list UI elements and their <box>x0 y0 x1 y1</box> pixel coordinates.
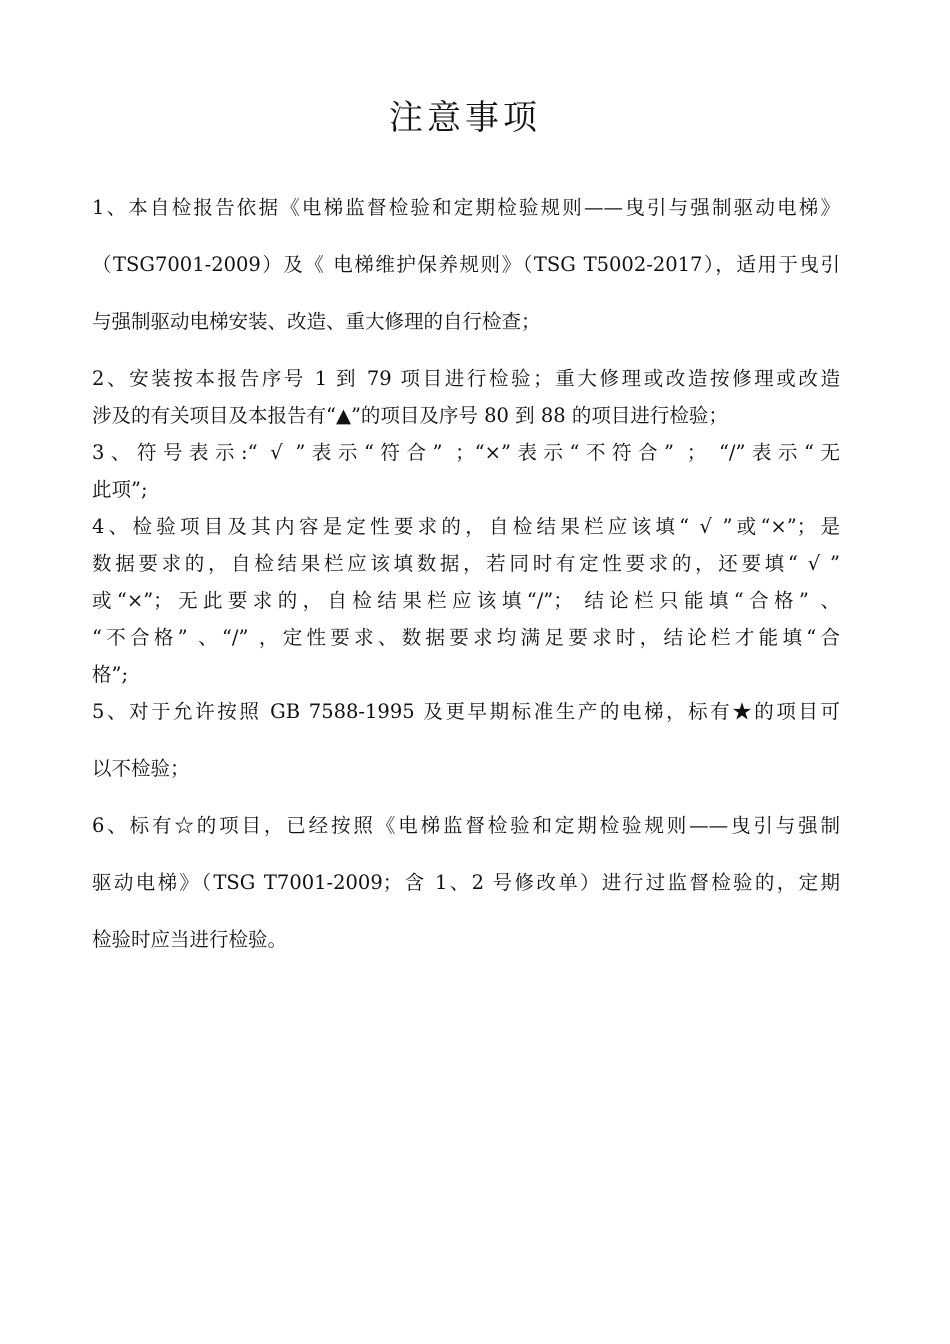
page-title: 注意事项 <box>389 98 541 138</box>
note-6-line-2: 驱动电梯》（TSG T7001-2009；含 1、2 号修改单）进行过监督检验的，定期 <box>92 871 840 894</box>
note-3-line-1: 3、符号表示:“ √ ”表示“符合” ；“×”表示“不符合” ； “/”表示“无 <box>92 441 840 464</box>
note-6-line-1: 6、标有☆的项目，已经按照《电梯监督检验和定期检验规则——曳引与强制 <box>92 814 840 837</box>
note-4-line-5: 格”; <box>92 663 129 686</box>
note-1-line-3: 与强制驱动电梯安装、改造、重大修理的自行检查； <box>92 310 541 333</box>
note-4-line-3: 或“×”；无此要求的，自检结果栏应该填“/”； 结论栏只能填“合格” 、 <box>92 589 840 612</box>
note-4-line-1: 4、检验项目及其内容是定性要求的，自检结果栏应该填“ √ ”或“×”；是 <box>92 515 840 538</box>
note-4-line-2: 数据要求的，自检结果栏应该填数据，若同时有定性要求的，还要填“ √ ” <box>92 552 840 575</box>
note-5-line-1: 5、对于允许按照 GB 7588-1995 及更早期标准生产的电梯，标有★的项目可 <box>92 700 840 723</box>
note-5-line-2: 以不检验； <box>92 757 190 780</box>
note-1-line-2: （TSG7001-2009）及《 电梯维护保养规则》（TSG T5002-2017），适用于曳引 <box>92 253 840 276</box>
note-1-line-1: 1、本自检报告依据《电梯监督检验和定期检验规则——曳引与强制驱动电梯》 <box>92 196 840 219</box>
note-2-line-1: 2、安装按本报告序号 1 到 79 项目进行检验；重大修理或改造按修理或改造 <box>92 367 840 390</box>
note-4-line-4: “不合格” 、“/” ，定性要求、数据要求均满足要求时，结论栏才能填“合 <box>92 626 840 649</box>
note-3-line-2: 此项”; <box>92 478 148 501</box>
note-6-line-3: 检验时应当进行检验。 <box>92 928 288 951</box>
note-2-line-2: 涉及的有关项目及本报告有“▲”的项目及序号 80 到 88 的项目进行检验； <box>92 404 728 427</box>
notes-list <box>92 194 840 954</box>
